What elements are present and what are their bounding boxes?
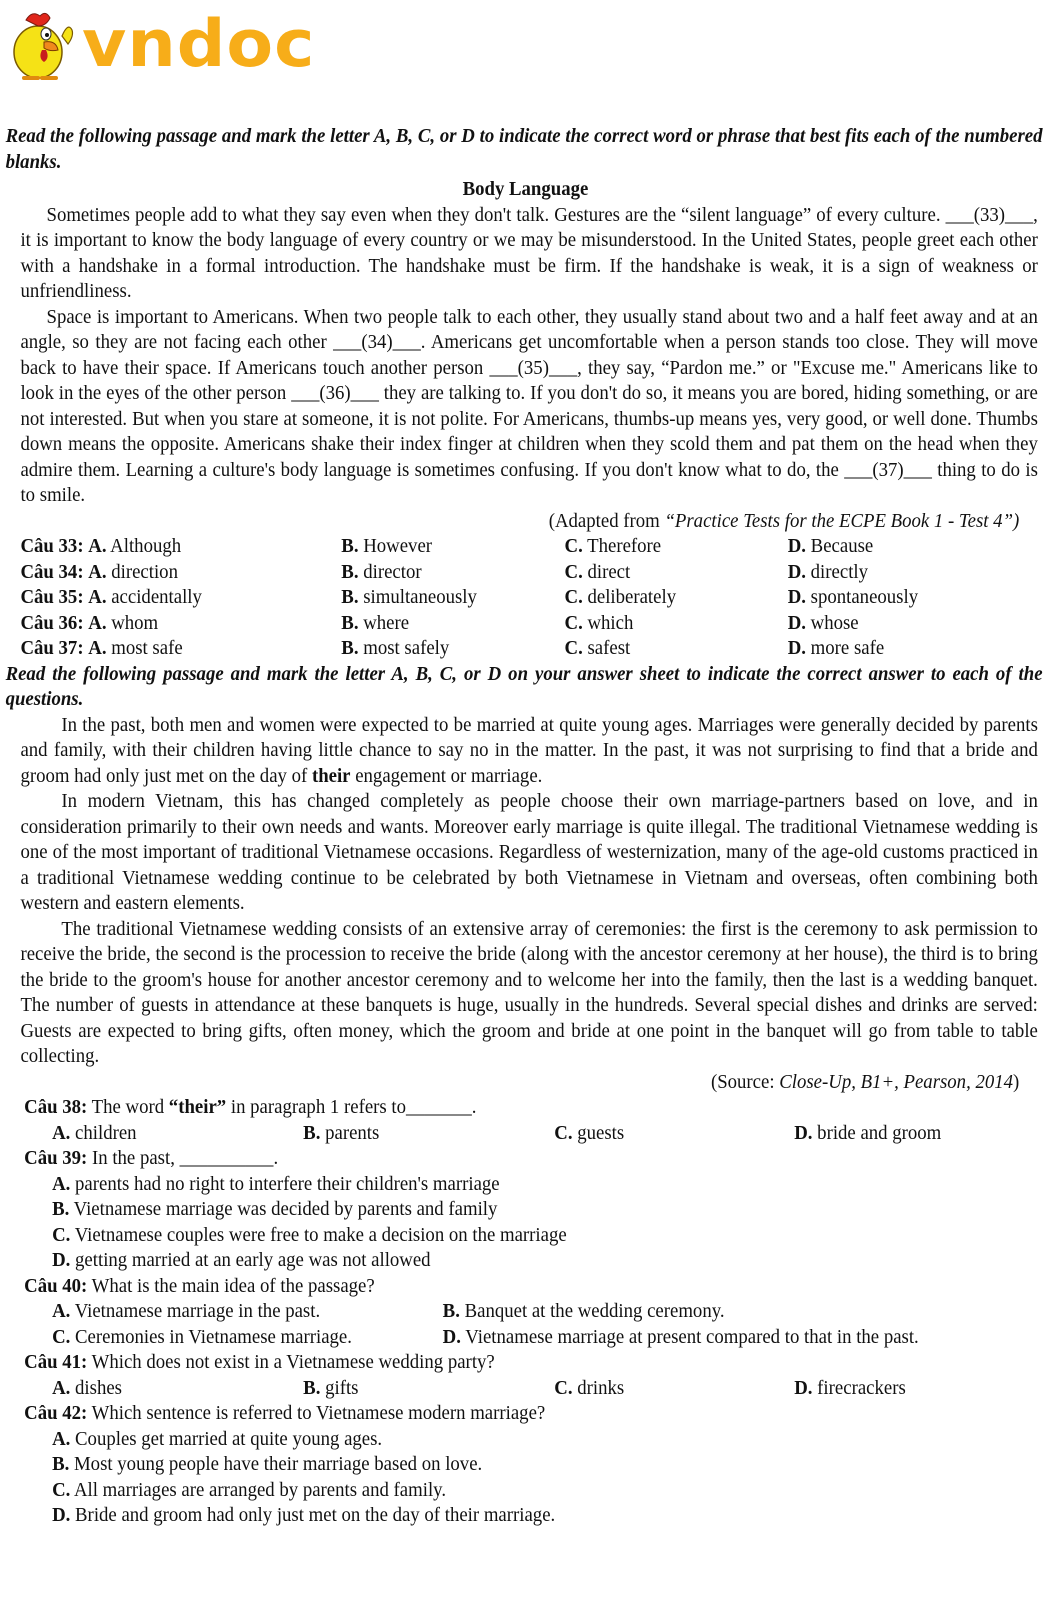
option-letter[interactable]: C. (564, 560, 583, 583)
passage-title: Body Language (462, 178, 589, 200)
passage2-paragraph-3: The traditional Vietnamese wedding consists of an extensive array of ceremonies: the first is the ceremony to ask permission to receive the bride, the second is the procession to receive the bride (along with the ancestor ceremony at her house), the third is to bring the bride to the groom's house for another ancestor ceremony and to welcome her into the family, then the last is a wedding banquet. The number of guests in attendance at these banquets is huge, usually in the hundreds. Several special dishes and drinks are served: Guests are expected to bring gifts, often money, which the groom and bride at one point in the banquet will go from table to table collecting. (20, 917, 1038, 1067)
option-d[interactable]: D. Vietnamese marriage at present compared to that in the past. (442, 1325, 919, 1348)
question-38: Câu 38: The word “their” in paragraph 1 refers to_______. (24, 1096, 477, 1118)
passage2-source: (Source: Close-Up, B1+, Pearson, 2014) (710, 1070, 1020, 1093)
source-prefix: (Adapted from (548, 509, 665, 532)
option-text[interactable]: most safe (106, 637, 183, 659)
passage1-paragraph-2: Space is important to Americans. When two people talk to each other, they usually stand about two and a half feet away and at an angle, so they are not facing each other ___(34)___. Americans get uncomfortable when a person stands too close. They will move back to have their space. If Americans touch another person ___(35)___, they say, “Pardon me.” or "Excuse me." Americans like to look in the eyes of the other person ___(36)___ they are talking to. If you don't do so, it means you are bored, hiding something, or are not interested. But when you stare at someone, it is not polite. For Americans, thumbs-up means yes, very good, or well done. Thumbs down means the opposite. Americans shake their index finger at children when they scold them and pat them on the head when they admire them. Learning a culture's body language is sometimes confusing. If you don't know what to do, the ___(37)___ thing to do is to smile. (20, 305, 1038, 506)
option-text[interactable]: director (358, 560, 422, 583)
passage2-paragraph-1: In the past, both men and women were expected to be married at quite young ages. Marriages were generally decided by parents and family, with their children having little chance to say no in the matter. In the past, it was not surprising to find that a bride and groom had only just met on the day of their engagement or marriage. (20, 713, 1038, 787)
option-text[interactable]: deliberately (582, 586, 677, 608)
option-c[interactable]: C. guests (554, 1121, 625, 1144)
option-letter[interactable]: D. (787, 560, 806, 583)
option-letter[interactable]: D. (787, 535, 806, 557)
question-41: Câu 41: Which does not exist in a Vietnamese wedding party? (24, 1351, 495, 1373)
option-b[interactable]: B. Vietnamese marriage was decided by parents and family (52, 1198, 498, 1220)
question-label: Câu 36: (20, 611, 84, 634)
question-label: Câu 35: (20, 586, 84, 608)
option-b[interactable]: B. Banquet at the wedding ceremony. (442, 1300, 725, 1322)
passage2-paragraph-2: In modern Vietnam, this has changed completely as people choose their own marriage-partners based on love, and in consideration primarily to their own needs and wants. Moreover early marriage is quite illegal. The traditional Vietnamese wedding is one of the most important of traditional Vietnamese occasions. Regardless of westernization, many of the age-old customs practiced in a traditional Vietnamese wedding continue to be celebrated by both Vietnamese in Vietnam and overseas, often combining both western and eastern elements. (20, 790, 1038, 914)
option-letter[interactable]: D. (787, 586, 806, 608)
option-a[interactable]: A. parents had no right to interfere their children's marriage (52, 1172, 500, 1195)
question-label: Câu 41: (24, 1351, 88, 1373)
option-text[interactable]: which (582, 611, 634, 634)
highlighted-word: their (311, 764, 351, 787)
question-40-options-row-1 (52, 1299, 976, 1325)
question-33 (20, 534, 976, 560)
option-a[interactable]: A. Couples get married at quite young ages. (52, 1427, 383, 1450)
question-42: Câu 42: Which sentence is referred to Vietnamese modern marriage? (24, 1402, 546, 1424)
vndoc-logo[interactable] (6, 6, 315, 84)
option-b[interactable]: B. Most young people have their marriage based on love. (52, 1453, 483, 1475)
option-text[interactable]: simultaneously (358, 586, 477, 608)
cloze-questions (0, 534, 977, 662)
chicken-mascot-icon (6, 6, 76, 84)
question-36 (20, 611, 976, 637)
question-40: Câu 40: What is the main idea of the passage? (24, 1274, 375, 1297)
option-text[interactable]: whom (106, 611, 159, 634)
option-text[interactable]: Although (106, 535, 182, 557)
option-text[interactable]: However (358, 535, 433, 557)
option-a[interactable]: A. children (52, 1121, 137, 1144)
question-40-options-row-2 (52, 1325, 976, 1351)
option-text[interactable]: safest (582, 637, 631, 659)
option-text[interactable]: direction (106, 560, 178, 583)
question-label: Câu 33: (20, 535, 84, 557)
option-c[interactable]: C. Ceremonies in Vietnamese marriage. (52, 1325, 352, 1348)
option-letter[interactable]: A. (88, 611, 107, 634)
option-letter[interactable]: A. (88, 637, 107, 659)
question-35 (20, 585, 976, 611)
passage1-paragraph-1: Sometimes people add to what they say even when they don't talk. Gestures are the “silent language” of every culture. ___(33)___, it is important to know the body language of every country or we may be misunderstood. In the United States, people greet each other with a handshake in a formal introduction. The handshake must be firm. If the handshake is weak, it is a sign of weakness or unfriendliness. (20, 203, 1038, 302)
section2-instruction: Read the following passage and mark the letter A, B, C, or D on your answer sheet to indicate the correct answer to each of the questions. (5, 662, 1043, 710)
option-c[interactable]: C. All marriages are arranged by parents and family. (52, 1478, 447, 1501)
option-letter[interactable]: D. (787, 611, 806, 634)
option-letter[interactable]: D. (787, 637, 806, 659)
option-letter[interactable]: C. (564, 586, 583, 608)
option-text[interactable]: Therefore (582, 535, 662, 557)
option-text[interactable]: where (358, 611, 410, 634)
option-text[interactable]: direct (582, 560, 631, 583)
option-letter[interactable]: B. (341, 611, 359, 634)
option-d[interactable]: D. getting married at an early age was not allowed (52, 1249, 431, 1271)
option-b[interactable]: B. gifts (303, 1376, 359, 1399)
option-text[interactable]: spontaneously (805, 586, 919, 608)
option-d[interactable]: D. firecrackers (794, 1376, 906, 1399)
option-c[interactable]: C. Vietnamese couples were free to make a decision on the marriage (52, 1223, 567, 1246)
option-letter[interactable]: A. (88, 560, 107, 583)
question-label: Câu 39: (24, 1147, 88, 1169)
question-label: Câu 38: (24, 1096, 88, 1118)
option-letter[interactable]: A. (88, 586, 107, 608)
option-b[interactable]: B. parents (303, 1121, 380, 1144)
option-text[interactable]: whose (805, 611, 859, 634)
option-letter[interactable]: B. (341, 560, 359, 583)
option-letter[interactable]: C. (564, 611, 583, 634)
option-letter[interactable]: C. (564, 637, 583, 659)
option-letter[interactable]: C. (564, 535, 583, 557)
option-d[interactable]: D. bride and groom (794, 1121, 942, 1144)
question-label: Câu 37: (20, 637, 84, 659)
option-a[interactable]: A. Vietnamese marriage in the past. (52, 1300, 321, 1322)
question-34 (20, 560, 976, 586)
option-letter[interactable]: B. (341, 535, 359, 557)
question-38-options (52, 1121, 976, 1147)
exam-page (0, 124, 1043, 1529)
question-label: Câu 40: (24, 1274, 88, 1297)
question-label: Câu 42: (24, 1402, 88, 1424)
section1-instruction: Read the following passage and mark the letter A, B, C, or D to indicate the correct word or phrase that best fits each of the numbered blanks. (5, 125, 1043, 173)
option-d[interactable]: D. Bride and groom had only just met on the day of their marriage. (52, 1504, 556, 1526)
question-label: Câu 34: (20, 560, 84, 583)
option-letter[interactable]: A. (88, 535, 107, 557)
option-text[interactable]: most safely (358, 637, 450, 659)
source-title: Close-Up, B1+, Pearson, 2014 (779, 1070, 1014, 1093)
option-text[interactable]: accidentally (106, 586, 202, 608)
option-text[interactable]: Because (805, 535, 874, 557)
option-c[interactable]: C. drinks (554, 1376, 625, 1399)
option-letter[interactable]: B. (341, 586, 359, 608)
option-text[interactable]: more safe (805, 637, 885, 659)
option-text[interactable]: directly (805, 560, 869, 583)
question-41-options (52, 1376, 976, 1402)
passage1-source (20, 509, 1037, 535)
logo-text: vndoc (82, 7, 316, 83)
option-letter[interactable]: B. (341, 637, 359, 659)
question-37 (20, 636, 976, 662)
source-title: “Practice Tests for the ECPE Book 1 - Test 4”) (664, 509, 1020, 532)
question-39: Câu 39: In the past, __________. (24, 1147, 279, 1169)
option-a[interactable]: A. dishes (52, 1376, 122, 1399)
